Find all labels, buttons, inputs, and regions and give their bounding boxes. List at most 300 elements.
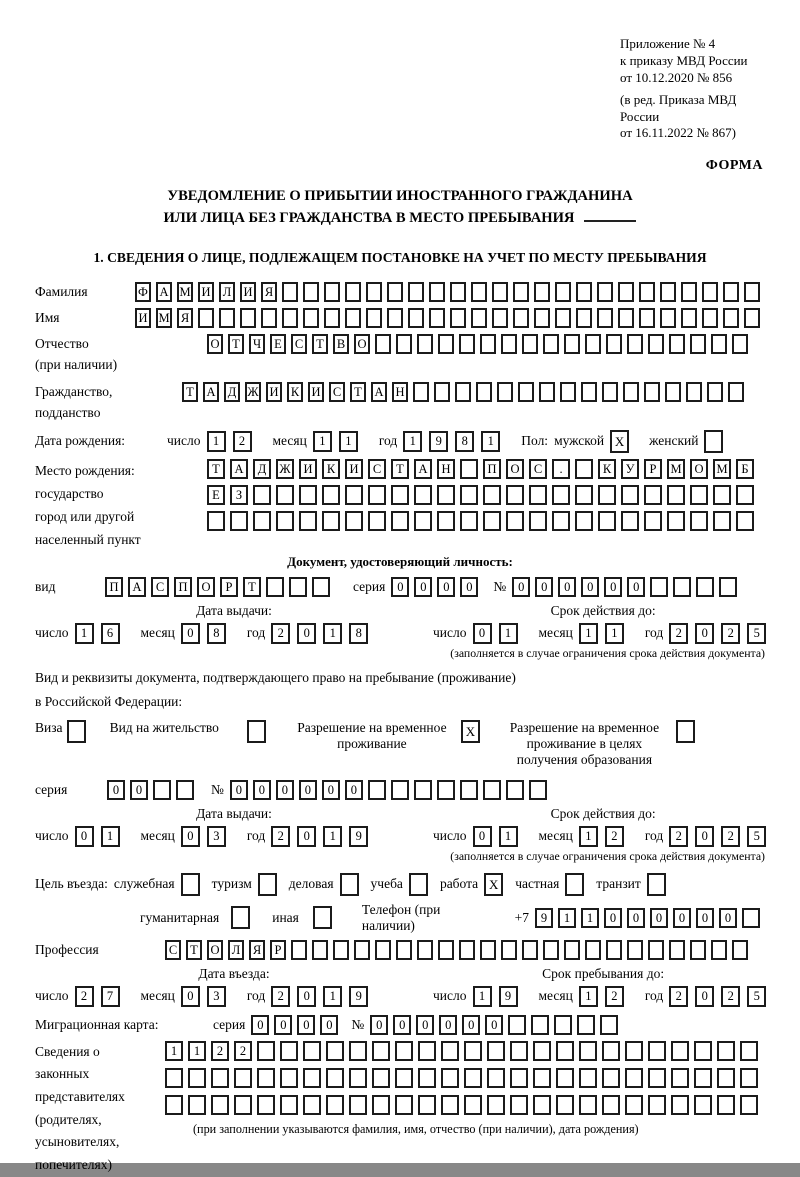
form-label: ФОРМА bbox=[705, 158, 763, 174]
char-cell bbox=[176, 780, 194, 800]
doc-number-cells bbox=[512, 577, 742, 597]
char-cell bbox=[471, 282, 487, 302]
char-cell: 1 bbox=[499, 826, 518, 847]
char-cell bbox=[648, 940, 664, 960]
residence-series-row bbox=[35, 780, 765, 800]
day-label: число bbox=[35, 625, 69, 641]
res-series-cells bbox=[107, 780, 199, 800]
char-cell bbox=[529, 485, 547, 505]
char-cell bbox=[188, 1068, 206, 1088]
char-cell: 1 bbox=[101, 826, 120, 847]
purpose-other-label: иная bbox=[272, 909, 299, 925]
char-cell bbox=[483, 511, 501, 531]
char-cell: К bbox=[598, 459, 616, 479]
char-cell bbox=[211, 1095, 229, 1115]
purpose-business bbox=[289, 873, 359, 896]
char-cell bbox=[581, 382, 597, 402]
char-cell bbox=[483, 780, 501, 800]
char-cell: 0 bbox=[695, 623, 714, 644]
char-cell bbox=[372, 1041, 390, 1061]
res-issue-day-cells bbox=[75, 826, 127, 847]
month-label: месяц bbox=[538, 988, 573, 1004]
char-cell bbox=[690, 485, 708, 505]
sex-label: Пол: bbox=[521, 433, 549, 449]
res-issue-month-cells bbox=[181, 826, 233, 847]
char-cell bbox=[276, 511, 294, 531]
char-cell: 0 bbox=[439, 1015, 457, 1035]
birth-date-row bbox=[35, 430, 765, 453]
doc-series-cells bbox=[391, 577, 483, 597]
char-cell: 0 bbox=[558, 577, 576, 597]
char-cell bbox=[681, 282, 697, 302]
birth-place-row2-cells bbox=[207, 485, 759, 505]
stay-until-title: Срок пребывания до: bbox=[542, 965, 665, 981]
female-label: женский bbox=[649, 433, 699, 449]
char-cell: 2 bbox=[669, 826, 688, 847]
char-cell bbox=[487, 1095, 505, 1115]
char-cell bbox=[602, 1095, 620, 1115]
char-cell: 1 bbox=[581, 908, 599, 928]
char-cell bbox=[740, 1095, 758, 1115]
char-cell bbox=[501, 940, 517, 960]
form-title-line1: УВЕДОМЛЕНИЕ О ПРИБЫТИИ ИНОСТРАННОГО ГРАЖДАНИНА bbox=[167, 188, 633, 205]
char-cell bbox=[434, 382, 450, 402]
char-cell bbox=[736, 511, 754, 531]
purpose-study-label: учеба bbox=[370, 876, 403, 892]
entry-year-cells bbox=[271, 986, 375, 1007]
char-cell: 0 bbox=[297, 826, 316, 847]
month-label: месяц bbox=[140, 988, 175, 1004]
char-cell bbox=[387, 282, 403, 302]
legal-reps-label-line6: попечителях) bbox=[35, 1157, 112, 1173]
residence-doc-options bbox=[35, 720, 765, 768]
form-title bbox=[35, 186, 765, 230]
purpose-study bbox=[371, 873, 428, 896]
purpose-business-label: деловая bbox=[288, 876, 334, 892]
char-cell: 2 bbox=[669, 623, 688, 644]
char-cell bbox=[345, 485, 363, 505]
char-cell: К bbox=[287, 382, 303, 402]
mig-number-cells bbox=[370, 1015, 623, 1035]
char-cell bbox=[556, 1095, 574, 1115]
char-cell: Н bbox=[392, 382, 408, 402]
char-cell bbox=[554, 1015, 572, 1035]
purpose-study-checkbox bbox=[409, 873, 428, 896]
char-cell bbox=[598, 511, 616, 531]
char-cell: 2 bbox=[669, 986, 688, 1007]
legal-reps-row3-cells bbox=[165, 1095, 763, 1115]
char-cell: 0 bbox=[535, 577, 553, 597]
doc-issue-day-cells bbox=[75, 623, 127, 644]
male-checkbox bbox=[610, 430, 629, 453]
header-line: к приказу МВД России bbox=[620, 52, 748, 68]
char-cell: Т bbox=[243, 577, 261, 597]
char-cell bbox=[345, 308, 361, 328]
char-cell: 1 bbox=[579, 986, 598, 1007]
purpose-work-label: работа bbox=[439, 876, 479, 892]
char-cell: Е bbox=[270, 334, 286, 354]
char-cell: Л bbox=[228, 940, 244, 960]
char-cell bbox=[671, 1068, 689, 1088]
char-cell bbox=[429, 308, 445, 328]
char-cell: З bbox=[230, 485, 248, 505]
char-cell bbox=[600, 1015, 618, 1035]
char-cell: 3 bbox=[207, 826, 226, 847]
checkbox-cell: X bbox=[484, 873, 503, 896]
char-cell: А bbox=[128, 577, 146, 597]
char-cell bbox=[418, 1041, 436, 1061]
char-cell bbox=[312, 577, 330, 597]
day-label: число bbox=[167, 433, 201, 449]
char-cell: 0 bbox=[75, 826, 94, 847]
residence-permit-option bbox=[110, 720, 266, 743]
stay-until-col bbox=[433, 966, 773, 1007]
char-cell: М bbox=[156, 308, 172, 328]
char-cell: А bbox=[156, 282, 172, 302]
char-cell: Ж bbox=[245, 382, 261, 402]
day-label: число bbox=[35, 828, 69, 844]
doc-valid-year-cells bbox=[669, 623, 773, 644]
res-valid-title: Срок действия до: bbox=[550, 805, 656, 821]
char-cell bbox=[533, 1068, 551, 1088]
char-cell bbox=[673, 577, 691, 597]
char-cell: А bbox=[371, 382, 387, 402]
res-valid-note: (заполняется в случае ограничения срока действия документа) bbox=[450, 848, 765, 863]
doc-type-label: вид bbox=[35, 578, 56, 594]
char-cell: 2 bbox=[605, 826, 624, 847]
char-cell bbox=[694, 1095, 712, 1115]
char-cell bbox=[396, 940, 412, 960]
res-valid-year-cells bbox=[669, 826, 773, 847]
char-cell bbox=[450, 308, 466, 328]
char-cell bbox=[165, 1095, 183, 1115]
char-cell bbox=[476, 382, 492, 402]
surname-row bbox=[35, 282, 765, 302]
char-cell bbox=[165, 1068, 183, 1088]
citizenship-label-line2: подданство bbox=[35, 404, 101, 420]
char-cell bbox=[291, 940, 307, 960]
char-cell: Б bbox=[736, 459, 754, 479]
patronymic-cells bbox=[207, 334, 753, 354]
char-cell bbox=[219, 308, 235, 328]
birth-date-label: Дата рождения: bbox=[35, 433, 126, 449]
char-cell bbox=[742, 908, 760, 928]
char-cell bbox=[280, 1068, 298, 1088]
char-cell bbox=[395, 1068, 413, 1088]
char-cell bbox=[326, 1068, 344, 1088]
purpose-private-label: частная bbox=[515, 876, 560, 892]
char-cell bbox=[650, 577, 668, 597]
doc-series-label: серия bbox=[353, 578, 386, 594]
purpose-business-checkbox bbox=[340, 873, 359, 896]
char-cell bbox=[585, 940, 601, 960]
legal-reps-row1-cells bbox=[165, 1041, 763, 1061]
char-cell: 0 bbox=[673, 908, 691, 928]
char-cell bbox=[575, 511, 593, 531]
char-cell: С bbox=[529, 459, 547, 479]
month-label: месяц bbox=[538, 828, 573, 844]
entry-month-cells bbox=[181, 986, 233, 1007]
checkbox-cell bbox=[704, 430, 723, 453]
char-cell bbox=[648, 1041, 666, 1061]
char-cell: Т bbox=[350, 382, 366, 402]
char-cell: Я bbox=[261, 282, 277, 302]
char-cell bbox=[736, 485, 754, 505]
char-cell: 9 bbox=[349, 986, 368, 1007]
char-cell: В bbox=[333, 334, 349, 354]
char-cell bbox=[556, 1068, 574, 1088]
char-cell: 1 bbox=[339, 431, 358, 452]
char-cell: 1 bbox=[207, 431, 226, 452]
char-cell: Ч bbox=[249, 334, 265, 354]
char-cell bbox=[234, 1095, 252, 1115]
char-cell bbox=[625, 1068, 643, 1088]
entry-date-col bbox=[35, 966, 433, 1007]
char-cell: 0 bbox=[414, 577, 432, 597]
char-cell bbox=[669, 334, 685, 354]
char-cell: П bbox=[483, 459, 501, 479]
char-cell bbox=[417, 940, 433, 960]
char-cell: 0 bbox=[473, 623, 492, 644]
char-cell bbox=[506, 780, 524, 800]
char-cell: А bbox=[414, 459, 432, 479]
name-row bbox=[35, 308, 765, 328]
char-cell bbox=[464, 1095, 482, 1115]
identity-doc-heading: Документ, удостоверяющий личность: bbox=[287, 553, 513, 569]
char-cell: 0 bbox=[695, 826, 714, 847]
char-cell: И bbox=[240, 282, 256, 302]
header-line: от 10.12.2020 № 856 bbox=[620, 69, 733, 85]
char-cell: И bbox=[308, 382, 324, 402]
char-cell: Т bbox=[182, 382, 198, 402]
char-cell: 0 bbox=[696, 908, 714, 928]
surname-cells bbox=[135, 282, 765, 302]
stay-year-cells bbox=[669, 986, 773, 1007]
char-cell: И bbox=[299, 459, 317, 479]
char-cell: 1 bbox=[605, 623, 624, 644]
char-cell: С bbox=[165, 940, 181, 960]
char-cell bbox=[303, 1041, 321, 1061]
doc-issue-month-cells bbox=[181, 623, 233, 644]
char-cell bbox=[602, 1041, 620, 1061]
char-cell bbox=[576, 282, 592, 302]
char-cell bbox=[333, 940, 349, 960]
res-valid-col bbox=[433, 806, 773, 847]
char-cell: 0 bbox=[485, 1015, 503, 1035]
char-cell: М bbox=[177, 282, 193, 302]
char-cell: У bbox=[621, 459, 639, 479]
char-cell bbox=[372, 1095, 390, 1115]
char-cell bbox=[282, 308, 298, 328]
purpose-transit bbox=[596, 873, 666, 896]
doc-type-cells bbox=[105, 577, 335, 597]
char-cell bbox=[408, 308, 424, 328]
char-cell bbox=[366, 308, 382, 328]
char-cell: 0 bbox=[181, 623, 200, 644]
doc-dates-block bbox=[35, 603, 765, 644]
char-cell bbox=[508, 1015, 526, 1035]
char-cell bbox=[368, 780, 386, 800]
char-cell: 2 bbox=[271, 986, 290, 1007]
identity-doc-row bbox=[35, 577, 765, 597]
birth-place-row1-cells bbox=[207, 459, 759, 479]
char-cell: 1 bbox=[323, 623, 342, 644]
purpose-transit-label: транзит bbox=[596, 876, 641, 892]
patronymic-label-line1: Отчество bbox=[35, 336, 89, 352]
char-cell: 0 bbox=[107, 780, 125, 800]
char-cell bbox=[621, 511, 639, 531]
char-cell bbox=[253, 511, 271, 531]
char-cell bbox=[696, 577, 714, 597]
res-issue-title: Дата выдачи: bbox=[196, 805, 272, 821]
profession-row bbox=[35, 940, 765, 960]
purpose-humanitarian-label: гуманитарная bbox=[140, 909, 220, 925]
char-cell: П bbox=[174, 577, 192, 597]
char-cell bbox=[552, 511, 570, 531]
char-cell bbox=[437, 485, 455, 505]
char-cell bbox=[713, 485, 731, 505]
char-cell: 2 bbox=[721, 623, 740, 644]
char-cell: 0 bbox=[695, 986, 714, 1007]
char-cell: 0 bbox=[274, 1015, 292, 1035]
char-cell: 1 bbox=[579, 623, 598, 644]
char-cell: О bbox=[207, 940, 223, 960]
char-cell: Е bbox=[207, 485, 225, 505]
char-cell: 1 bbox=[75, 623, 94, 644]
char-cell bbox=[602, 1068, 620, 1088]
citizenship-cells bbox=[182, 382, 749, 402]
residence-permit-checkbox bbox=[247, 720, 266, 743]
checkbox-cell: X bbox=[461, 720, 480, 743]
char-cell bbox=[510, 1068, 528, 1088]
citizenship-label bbox=[35, 382, 182, 424]
purpose-official-label: служебная bbox=[113, 876, 175, 892]
purpose-official bbox=[114, 873, 200, 896]
char-cell bbox=[623, 382, 639, 402]
char-cell bbox=[728, 382, 744, 402]
mig-series-cells bbox=[251, 1015, 343, 1035]
phone-label: Телефон (при наличии) bbox=[361, 901, 441, 933]
char-cell bbox=[459, 334, 475, 354]
char-cell: М bbox=[667, 459, 685, 479]
char-cell bbox=[188, 1095, 206, 1115]
char-cell bbox=[618, 308, 634, 328]
char-cell bbox=[564, 940, 580, 960]
year-label: год bbox=[246, 828, 266, 844]
char-cell bbox=[577, 1015, 595, 1035]
char-cell bbox=[510, 1095, 528, 1115]
char-cell: 2 bbox=[721, 826, 740, 847]
char-cell bbox=[375, 940, 391, 960]
char-cell: . bbox=[552, 459, 570, 479]
char-cell: 0 bbox=[460, 577, 478, 597]
checkbox-cell bbox=[676, 720, 695, 743]
char-cell bbox=[606, 940, 622, 960]
char-cell bbox=[576, 308, 592, 328]
checkbox-cell bbox=[340, 873, 359, 896]
char-cell: Т bbox=[312, 334, 328, 354]
char-cell: 0 bbox=[437, 577, 455, 597]
checkbox-cell bbox=[565, 873, 584, 896]
header-line: от 16.11.2022 № 867) bbox=[620, 125, 737, 141]
char-cell: С bbox=[291, 334, 307, 354]
female-checkbox bbox=[704, 430, 723, 453]
char-cell bbox=[644, 511, 662, 531]
char-cell: 0 bbox=[299, 780, 317, 800]
purpose-work bbox=[440, 873, 503, 896]
char-cell: 1 bbox=[473, 986, 492, 1007]
char-cell: Р bbox=[220, 577, 238, 597]
char-cell bbox=[322, 485, 340, 505]
profession-label: Профессия bbox=[35, 941, 99, 957]
char-cell: 0 bbox=[627, 577, 645, 597]
char-cell: 1 bbox=[481, 431, 500, 452]
char-cell bbox=[280, 1041, 298, 1061]
char-cell bbox=[487, 1068, 505, 1088]
char-cell bbox=[543, 334, 559, 354]
char-cell bbox=[266, 577, 284, 597]
char-cell bbox=[717, 1041, 735, 1061]
char-cell: 0 bbox=[181, 826, 200, 847]
doc-valid-title: Срок действия до: bbox=[550, 602, 656, 618]
char-cell: 5 bbox=[747, 826, 766, 847]
char-cell: О bbox=[354, 334, 370, 354]
char-cell bbox=[621, 485, 639, 505]
char-cell: 0 bbox=[604, 577, 622, 597]
temp-residence-edu-option bbox=[502, 720, 695, 768]
char-cell bbox=[627, 940, 643, 960]
legal-reps-label-line5: усыновителях, bbox=[35, 1134, 120, 1150]
birth-place-cells bbox=[207, 459, 759, 537]
char-cell bbox=[257, 1095, 275, 1115]
char-cell: 0 bbox=[391, 577, 409, 597]
char-cell bbox=[207, 511, 225, 531]
char-cell bbox=[534, 282, 550, 302]
doc-number-sign: № bbox=[493, 578, 507, 594]
char-cell: 8 bbox=[349, 623, 368, 644]
char-cell bbox=[414, 485, 432, 505]
char-cell bbox=[299, 511, 317, 531]
char-cell bbox=[686, 382, 702, 402]
char-cell bbox=[681, 308, 697, 328]
char-cell bbox=[639, 282, 655, 302]
residence-dates-block bbox=[35, 806, 765, 847]
char-cell bbox=[460, 511, 478, 531]
char-cell: 2 bbox=[605, 986, 624, 1007]
char-cell bbox=[543, 940, 559, 960]
migration-card-label: Миграционная карта: bbox=[35, 1016, 159, 1032]
patronymic-label-line2: (при наличии) bbox=[35, 357, 118, 373]
char-cell bbox=[366, 282, 382, 302]
res-valid-day-cells bbox=[473, 826, 525, 847]
purpose-other bbox=[272, 906, 332, 929]
checkbox-cell: X bbox=[610, 430, 629, 453]
char-cell bbox=[606, 334, 622, 354]
entry-purpose-label: Цель въезда: bbox=[35, 876, 108, 892]
char-cell: Я bbox=[177, 308, 193, 328]
char-cell: 9 bbox=[535, 908, 553, 928]
birth-place-label-line3: город или другой bbox=[35, 509, 135, 525]
section1-heading: 1. СВЕДЕНИЯ О ЛИЦЕ, ПОДЛЕЖАЩЕМ ПОСТАНОВКЕ НА УЧЕТ ПО МЕСТУ ПРЕБЫВАНИЯ bbox=[93, 250, 707, 266]
char-cell bbox=[585, 334, 601, 354]
char-cell bbox=[455, 382, 471, 402]
char-cell bbox=[598, 485, 616, 505]
char-cell bbox=[510, 1041, 528, 1061]
char-cell bbox=[648, 1095, 666, 1115]
char-cell bbox=[744, 308, 760, 328]
char-cell bbox=[240, 308, 256, 328]
purpose-private bbox=[515, 873, 584, 896]
